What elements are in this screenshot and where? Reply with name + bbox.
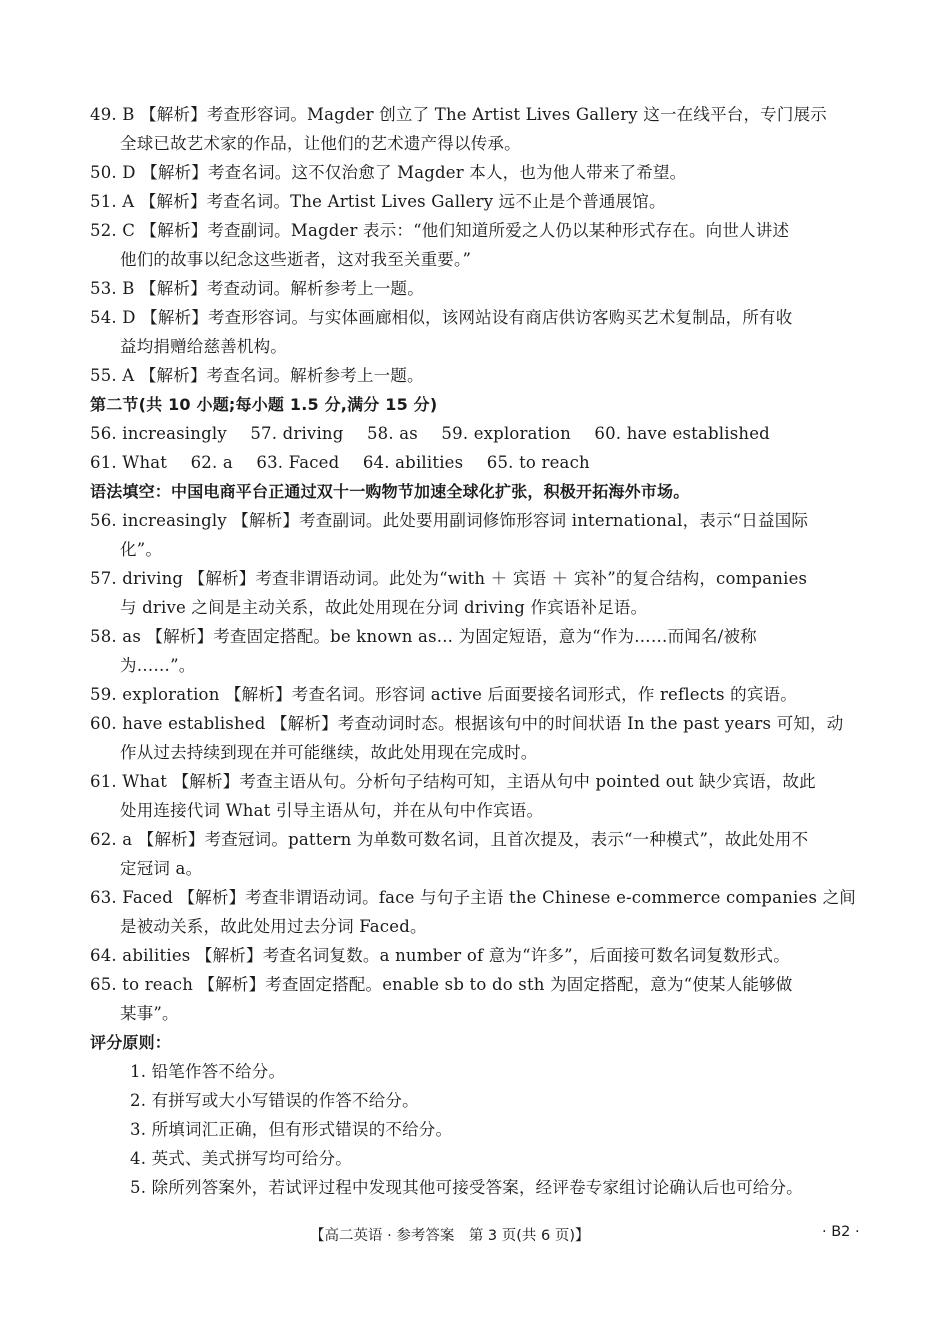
answer-54: 54. D 【解析】考查形容词。与实体画廊相似，该网站设有商店供访客购买艺术复制品，所有收 (90, 308, 793, 327)
answer-56: 56. increasingly 【解析】考查副词。此处要用副词修饰形容词 international，表示“日益国际 (90, 511, 809, 530)
scoring-rule: 4. 英式、美式拼写均可给分。 (130, 1149, 352, 1168)
answer-60: 60. have established 【解析】考查动词时态。根据该句中的时间状语 In the past years 可知，动 (90, 714, 844, 733)
footer-page-info: 【高二英语 · 参考答案 第 3 页(共 6 页)】 (310, 1228, 590, 1244)
answer-65-cont: 某事”。 (120, 1004, 179, 1023)
quick-answer: 58. as (366, 424, 418, 443)
quick-answer: 56. increasingly (90, 424, 227, 443)
answer-60-cont: 作从过去持续到现在并可能继续，故此处用现在完成时。 (120, 743, 538, 762)
quick-answer: 57. driving (250, 424, 344, 443)
quick-answers-row2 (90, 448, 862, 477)
quick-answer: 59. exploration (441, 424, 571, 443)
answer-52-cont: 他们的故事以纪念这些逝者，这对我至关重要。” (120, 250, 472, 269)
answer-53: 53. B 【解析】考查动词。解析参考上一题。 (90, 279, 424, 298)
answer-key-page (90, 100, 862, 1202)
answer-57: 57. driving 【解析】考查非谓语动词。此处为“with ＋ 宾语 ＋ 宾补”的复合结构，companies (90, 569, 808, 588)
answer-50: 50. D 【解析】考查名词。这不仅治愈了 Magder 本人，也为他人带来了希望。 (90, 163, 687, 182)
scoring-rule: 3. 所填词汇正确，但有形式错误的不给分。 (130, 1120, 453, 1139)
answer-52: 52. C 【解析】考查副词。Magder 表示：“他们知道所爱之人仍以某种形式存在。向世人讲述 (90, 221, 790, 240)
answer-64: 64. abilities 【解析】考查名词复数。a number of 意为“许多”，后面接可数名词复数形式。 (90, 946, 790, 965)
scoring-rule: 2. 有拼写或大小写错误的作答不给分。 (130, 1091, 419, 1110)
scoring-title: 评分原则： (90, 1033, 172, 1052)
answer-62: 62. a 【解析】考查冠词。pattern 为单数可数名词，且首次提及，表示“一种模式”，故此处用不 (90, 830, 809, 849)
answer-61-cont: 处用连接代词 What 引导主语从句，并在从句中作宾语。 (120, 801, 544, 820)
answer-65: 65. to reach 【解析】考查固定搭配。enable sb to do sth 为固定搭配，意为“使某人能够做 (90, 975, 793, 994)
scoring-rules (90, 1057, 862, 1202)
quick-answers-row1 (90, 419, 862, 448)
answer-59: 59. exploration 【解析】考查名词。形容词 active 后面要接名词形式，作 reflects 的宾语。 (90, 685, 797, 704)
scoring-rule: 1. 铅笔作答不给分。 (130, 1062, 286, 1081)
answers-part1 (90, 100, 862, 390)
answer-49-cont: 全球已故艺术家的作品，让他们的艺术遗产得以传承。 (120, 134, 521, 153)
scoring-rule: 5. 除所列答案外，若试评过程中发现其他可接受答案，经评卷专家组讨论确认后也可给分。 (130, 1178, 803, 1197)
answer-58-cont: 为……”。 (120, 656, 196, 675)
answer-54-cont: 益均捐赠给慈善机构。 (120, 337, 287, 356)
answer-56-cont: 化”。 (120, 540, 163, 559)
answer-58: 58. as 【解析】考查固定搭配。be known as... 为固定短语，意为“作为……而闻名/被称 (90, 627, 757, 646)
quick-answer: 62. a (190, 453, 233, 472)
quick-answer: 63. Faced (256, 453, 340, 472)
answer-63: 63. Faced 【解析】考查非谓语动词。face 与句子主语 the Chinese e-commerce companies 之间 (90, 888, 856, 907)
section2-title: 第二节(共 10 小题;每小题 1.5 分,满分 15 分) (90, 395, 438, 414)
answer-63-cont: 是被动关系，故此处用过去分词 Faced。 (120, 917, 427, 936)
answers-part2 (90, 506, 862, 1028)
answer-51: 51. A 【解析】考查名词。The Artist Lives Gallery 远不止是个普通展馆。 (90, 192, 666, 211)
footer-code: · B2 · (822, 1224, 860, 1240)
grammar-title: 语法填空：中国电商平台正通过双十一购物节加速全球化扩张，积极开拓海外市场。 (90, 482, 690, 501)
quick-answer: 65. to reach (486, 453, 590, 472)
answer-61: 61. What 【解析】考查主语从句。分析句子结构可知，主语从句中 pointed out 缺少宾语，故此 (90, 772, 816, 791)
answer-49: 49. B 【解析】考查形容词。Magder 创立了 The Artist Lives Gallery 这一在线平台，专门展示 (90, 105, 827, 124)
quick-answer: 64. abilities (362, 453, 464, 472)
quick-answer: 60. have established (594, 424, 770, 443)
answer-55: 55. A 【解析】考查名词。解析参考上一题。 (90, 366, 424, 385)
page-footer (0, 1224, 950, 1248)
answer-62-cont: 定冠词 a。 (120, 859, 203, 878)
answer-57-cont: 与 drive 之间是主动关系，故此处用现在分词 driving 作宾语补足语。 (120, 598, 648, 617)
quick-answer: 61. What (90, 453, 168, 472)
